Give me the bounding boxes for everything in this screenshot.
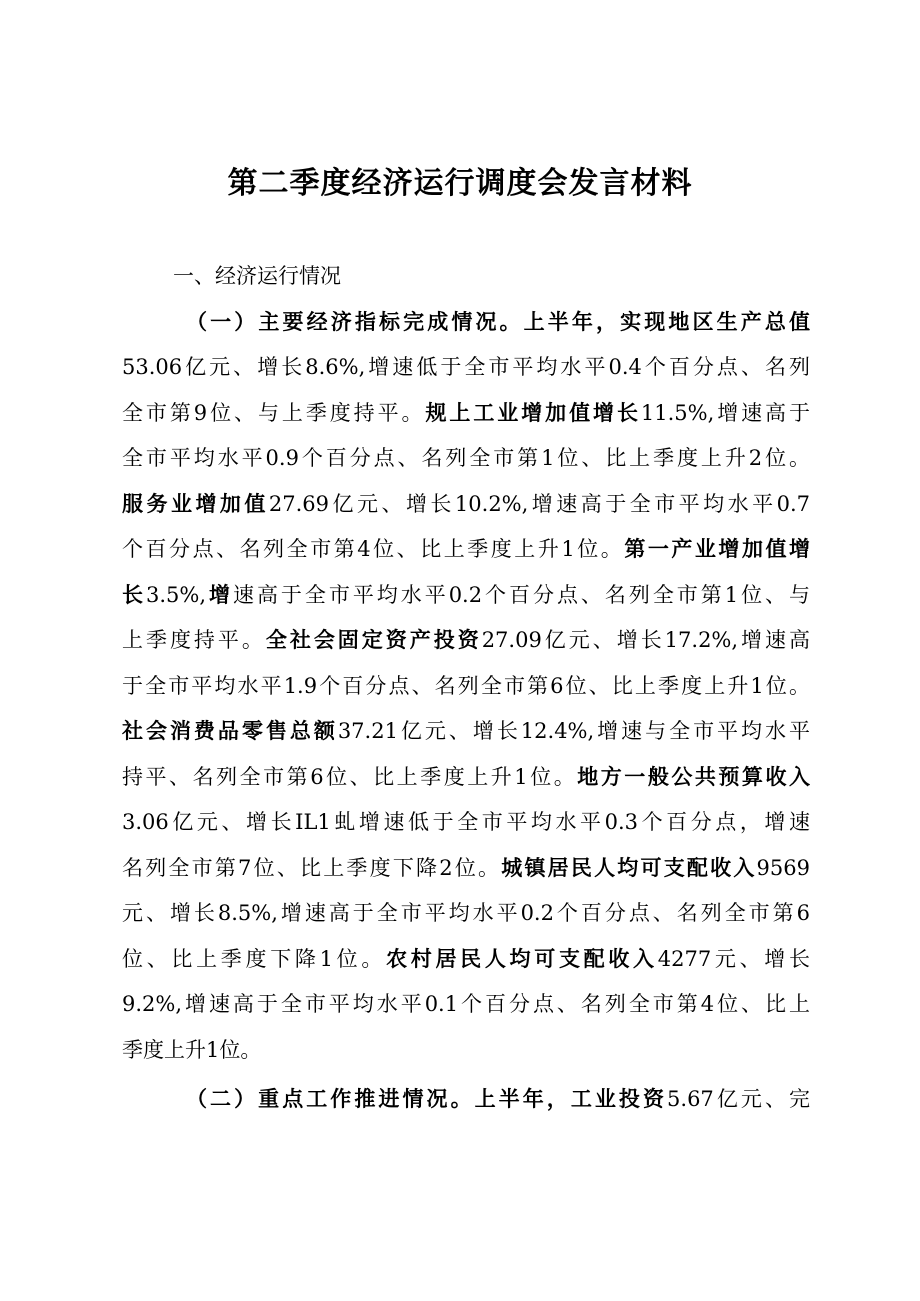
paragraph-line: 上季度持平。全社会固定资产投资27.09亿元、增长17.2%,增速高: [122, 628, 810, 652]
bold-text: （一）主要经济指标完成情况。上半年，实现地区生产总值: [186, 309, 810, 334]
bold-text: 增: [206, 582, 233, 607]
paragraph-line: 9.2%,增速高于全市平均水平0.1个百分点、名列全市第4位、比上: [122, 992, 810, 1016]
paragraph-line: 社会消费品零售总额37.21亿元、增长12.4%,增速与全市平均水平: [122, 719, 810, 743]
bold-text: （二）重点工作推进情况。上半年，工业投资: [186, 1087, 668, 1111]
bold-text: 第一产业增加值增: [624, 537, 810, 561]
paragraph-line: 长3.5%,增速高于全市平均水平0.2个百分点、名列全市第1位、与: [122, 582, 810, 607]
paragraph-line: （二）重点工作推进情况。上半年，工业投资5.67亿元、完: [186, 1087, 810, 1111]
paragraph-line: 元、增长8.5%,增速高于全市平均水平0.2个百分点、名列全市第6: [122, 901, 810, 925]
paragraph-line: 服务业增加值27.69亿元、增长10.2%,增速高于全市平均水平0.7: [122, 491, 810, 516]
paragraph-line: [122, 300, 810, 346]
section-heading: 一、经济运行情况: [173, 264, 341, 288]
paragraph-line: 3.06亿元、增长IL1虬增速低于全市平均水平0.3个百分点，增速: [122, 810, 810, 834]
bold-text: 地方一般公共预算收入: [577, 764, 810, 789]
bold-text: 城镇居民人均可支配收入: [501, 855, 757, 880]
paragraph-line: 于全市平均水平1.9个百分点、名列全市第6位、比上季度上升1位。: [122, 673, 810, 698]
bold-text: 长: [122, 582, 146, 607]
paragraph-key-work: [122, 1077, 810, 1123]
paragraph-line: 53.06亿元、增长8.6%,增速低于全市平均水平0.4个百分点、名列: [122, 355, 810, 379]
bold-text: 规上工业增加值增长: [425, 400, 641, 425]
paragraph-line: 位、比上季度下降1位。农村居民人均可支配收入4277元、增长: [122, 946, 810, 971]
paragraph-line: 名列全市第7位、比上季度下降2位。城镇居民人均可支配收入9569: [122, 855, 810, 880]
bold-text: 社会消费品零售总额: [122, 719, 338, 743]
bold-text: 农村居民人均可支配收入: [386, 946, 658, 971]
document-title: 第二季度经济运行调度会发言材料: [227, 166, 693, 201]
paragraph-line: 季度上升1位。: [122, 1037, 262, 1062]
paragraph-main-indicators: [122, 300, 810, 1074]
paragraph-line: 持平、名列全市第6位、比上季度上升1位。地方一般公共预算收入: [122, 764, 810, 789]
paragraph-line: 全市平均水平0.9个百分点、名列全市第1位、比上季度上升2位。: [122, 446, 810, 470]
document-body: [122, 254, 810, 1123]
bold-text: 全社会固定资产投资: [265, 628, 482, 652]
paragraph-line: 个百分点、名列全市第4位、比上季度上升1位。第一产业增加值增: [122, 537, 810, 561]
paragraph-line: 全市第9位、与上季度持平。规上工业增加值增长11.5%,增速高于: [122, 400, 810, 425]
bold-text: 服务业增加值: [122, 491, 269, 516]
